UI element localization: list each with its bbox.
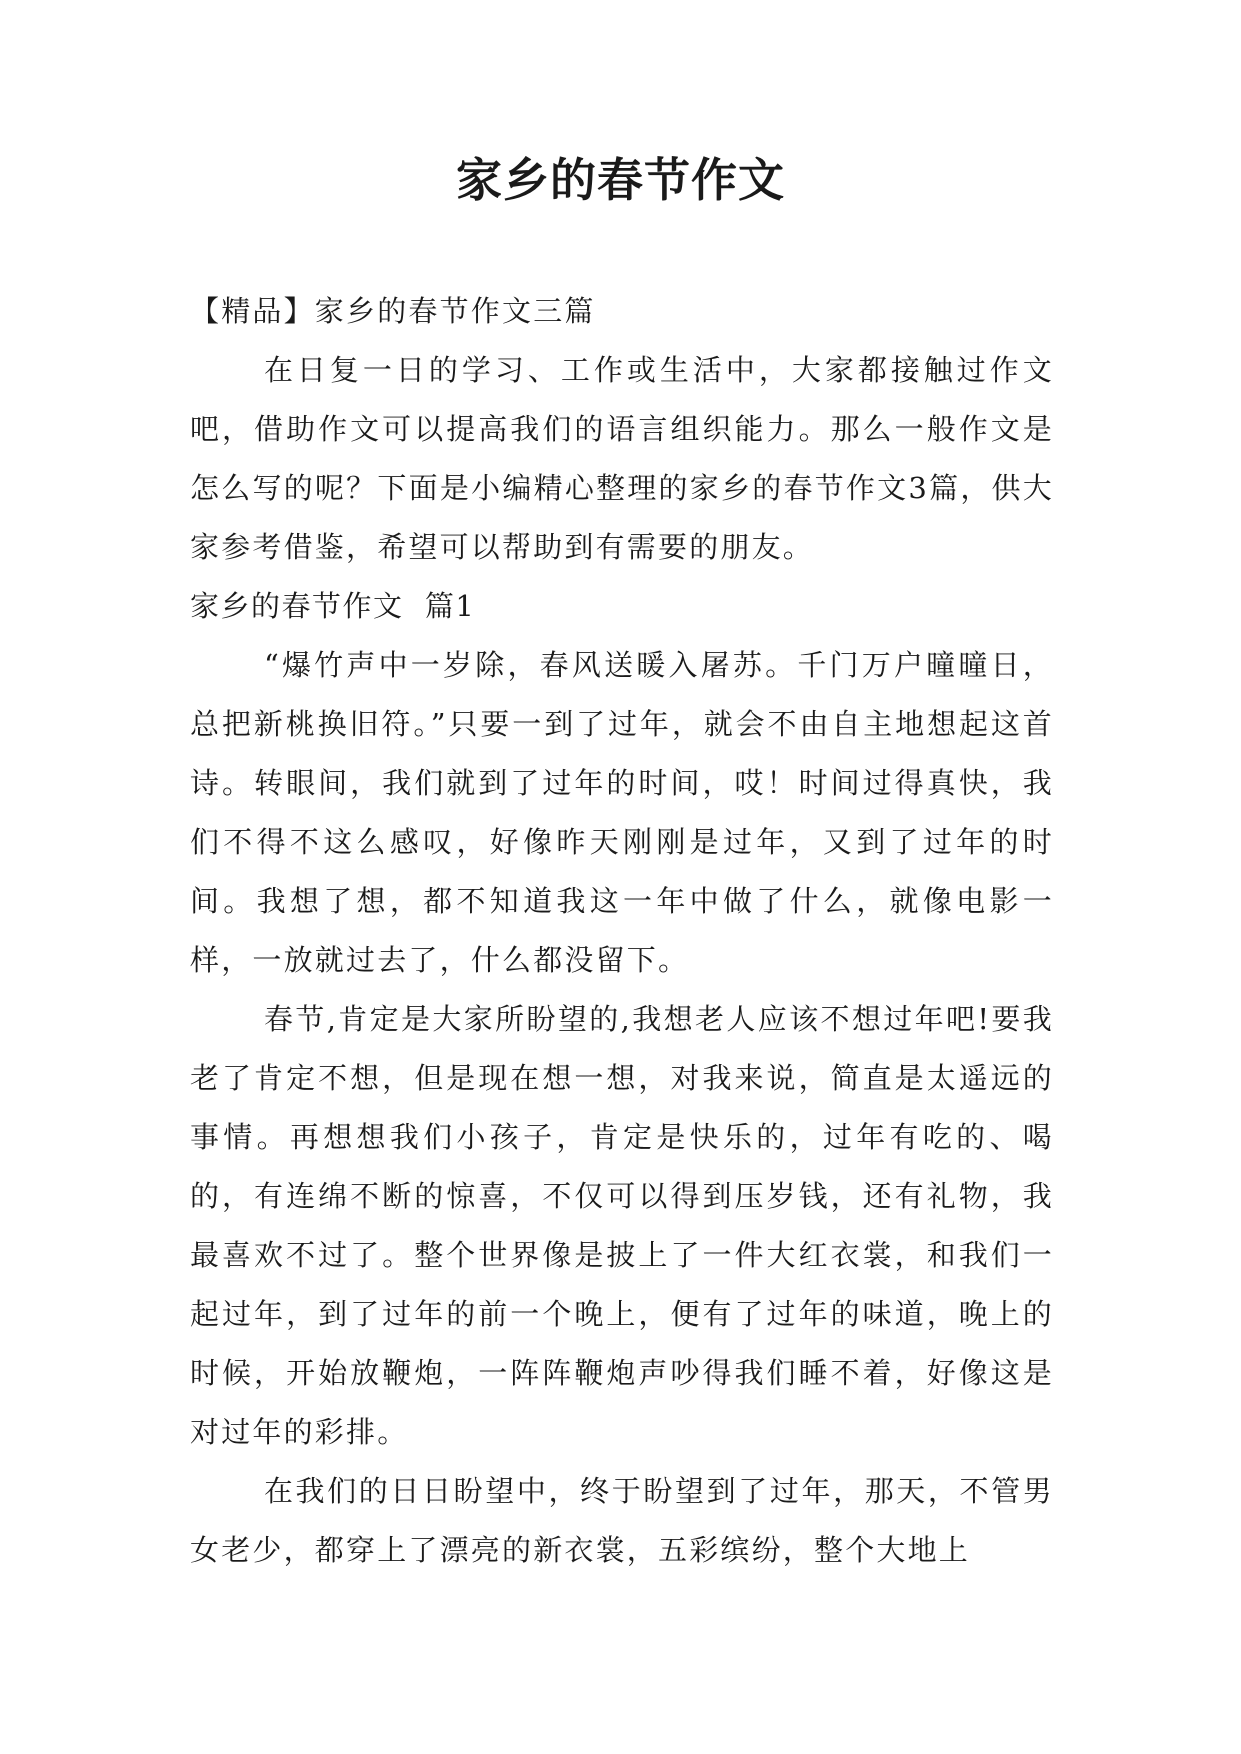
essay-paragraph-3: 在我们的日日盼望中，终于盼望到了过年，那天，不管男女老少，都穿上了漂亮的新衣裳，五彩缤纷，整个大地上	[190, 1474, 1054, 1567]
section-title: 家乡的春节作文 篇1	[190, 589, 476, 623]
document-body	[190, 282, 1054, 1580]
intro-paragraph: 在日复一日的学习、工作或生活中，大家都接触过作文吧，借助作文可以提高我们的语言组织能力。那么一般作文是怎么写的呢？下面是小编精心整理的家乡的春节作文3篇，供大家参考借鉴，希望可以帮助到有需要的朋友。	[190, 353, 1054, 564]
essay-paragraph-1: “爆竹声中一岁除，春风送暖入屠苏。千门万户曈曈日，总把新桃换旧符。”只要一到了过年，就会不由自主地想起这首诗。转眼间，我们就到了过年的时间，哎！时间过得真快，我们不得不这么感叹，好像昨天刚刚是过年，又到了过年的时间。我想了想，都不知道我这一年中做了什么，就像电影一样，一放就过去了，什么都没留下。	[190, 648, 1054, 977]
document-heading: 【精品】家乡的春节作文三篇	[190, 294, 596, 328]
essay-paragraph-2: 春节,肯定是大家所盼望的,我想老人应该不想过年吧!要我老了肯定不想，但是现在想一想，对我来说，简直是太遥远的事情。再想想我们小孩子，肯定是快乐的，过年有吃的、喝的，有连绵不断的惊喜，不仅可以得到压岁钱，还有礼物，我最喜欢不过了。整个世界像是披上了一件大红衣裳，和我们一起过年，到了过年的前一个晚上，便有了过年的味道，晚上的时候，开始放鞭炮，一阵阵鞭炮声吵得我们睡不着，好像这是对过年的彩排。	[190, 1002, 1054, 1449]
document-title: 家乡的春节作文	[456, 153, 785, 207]
